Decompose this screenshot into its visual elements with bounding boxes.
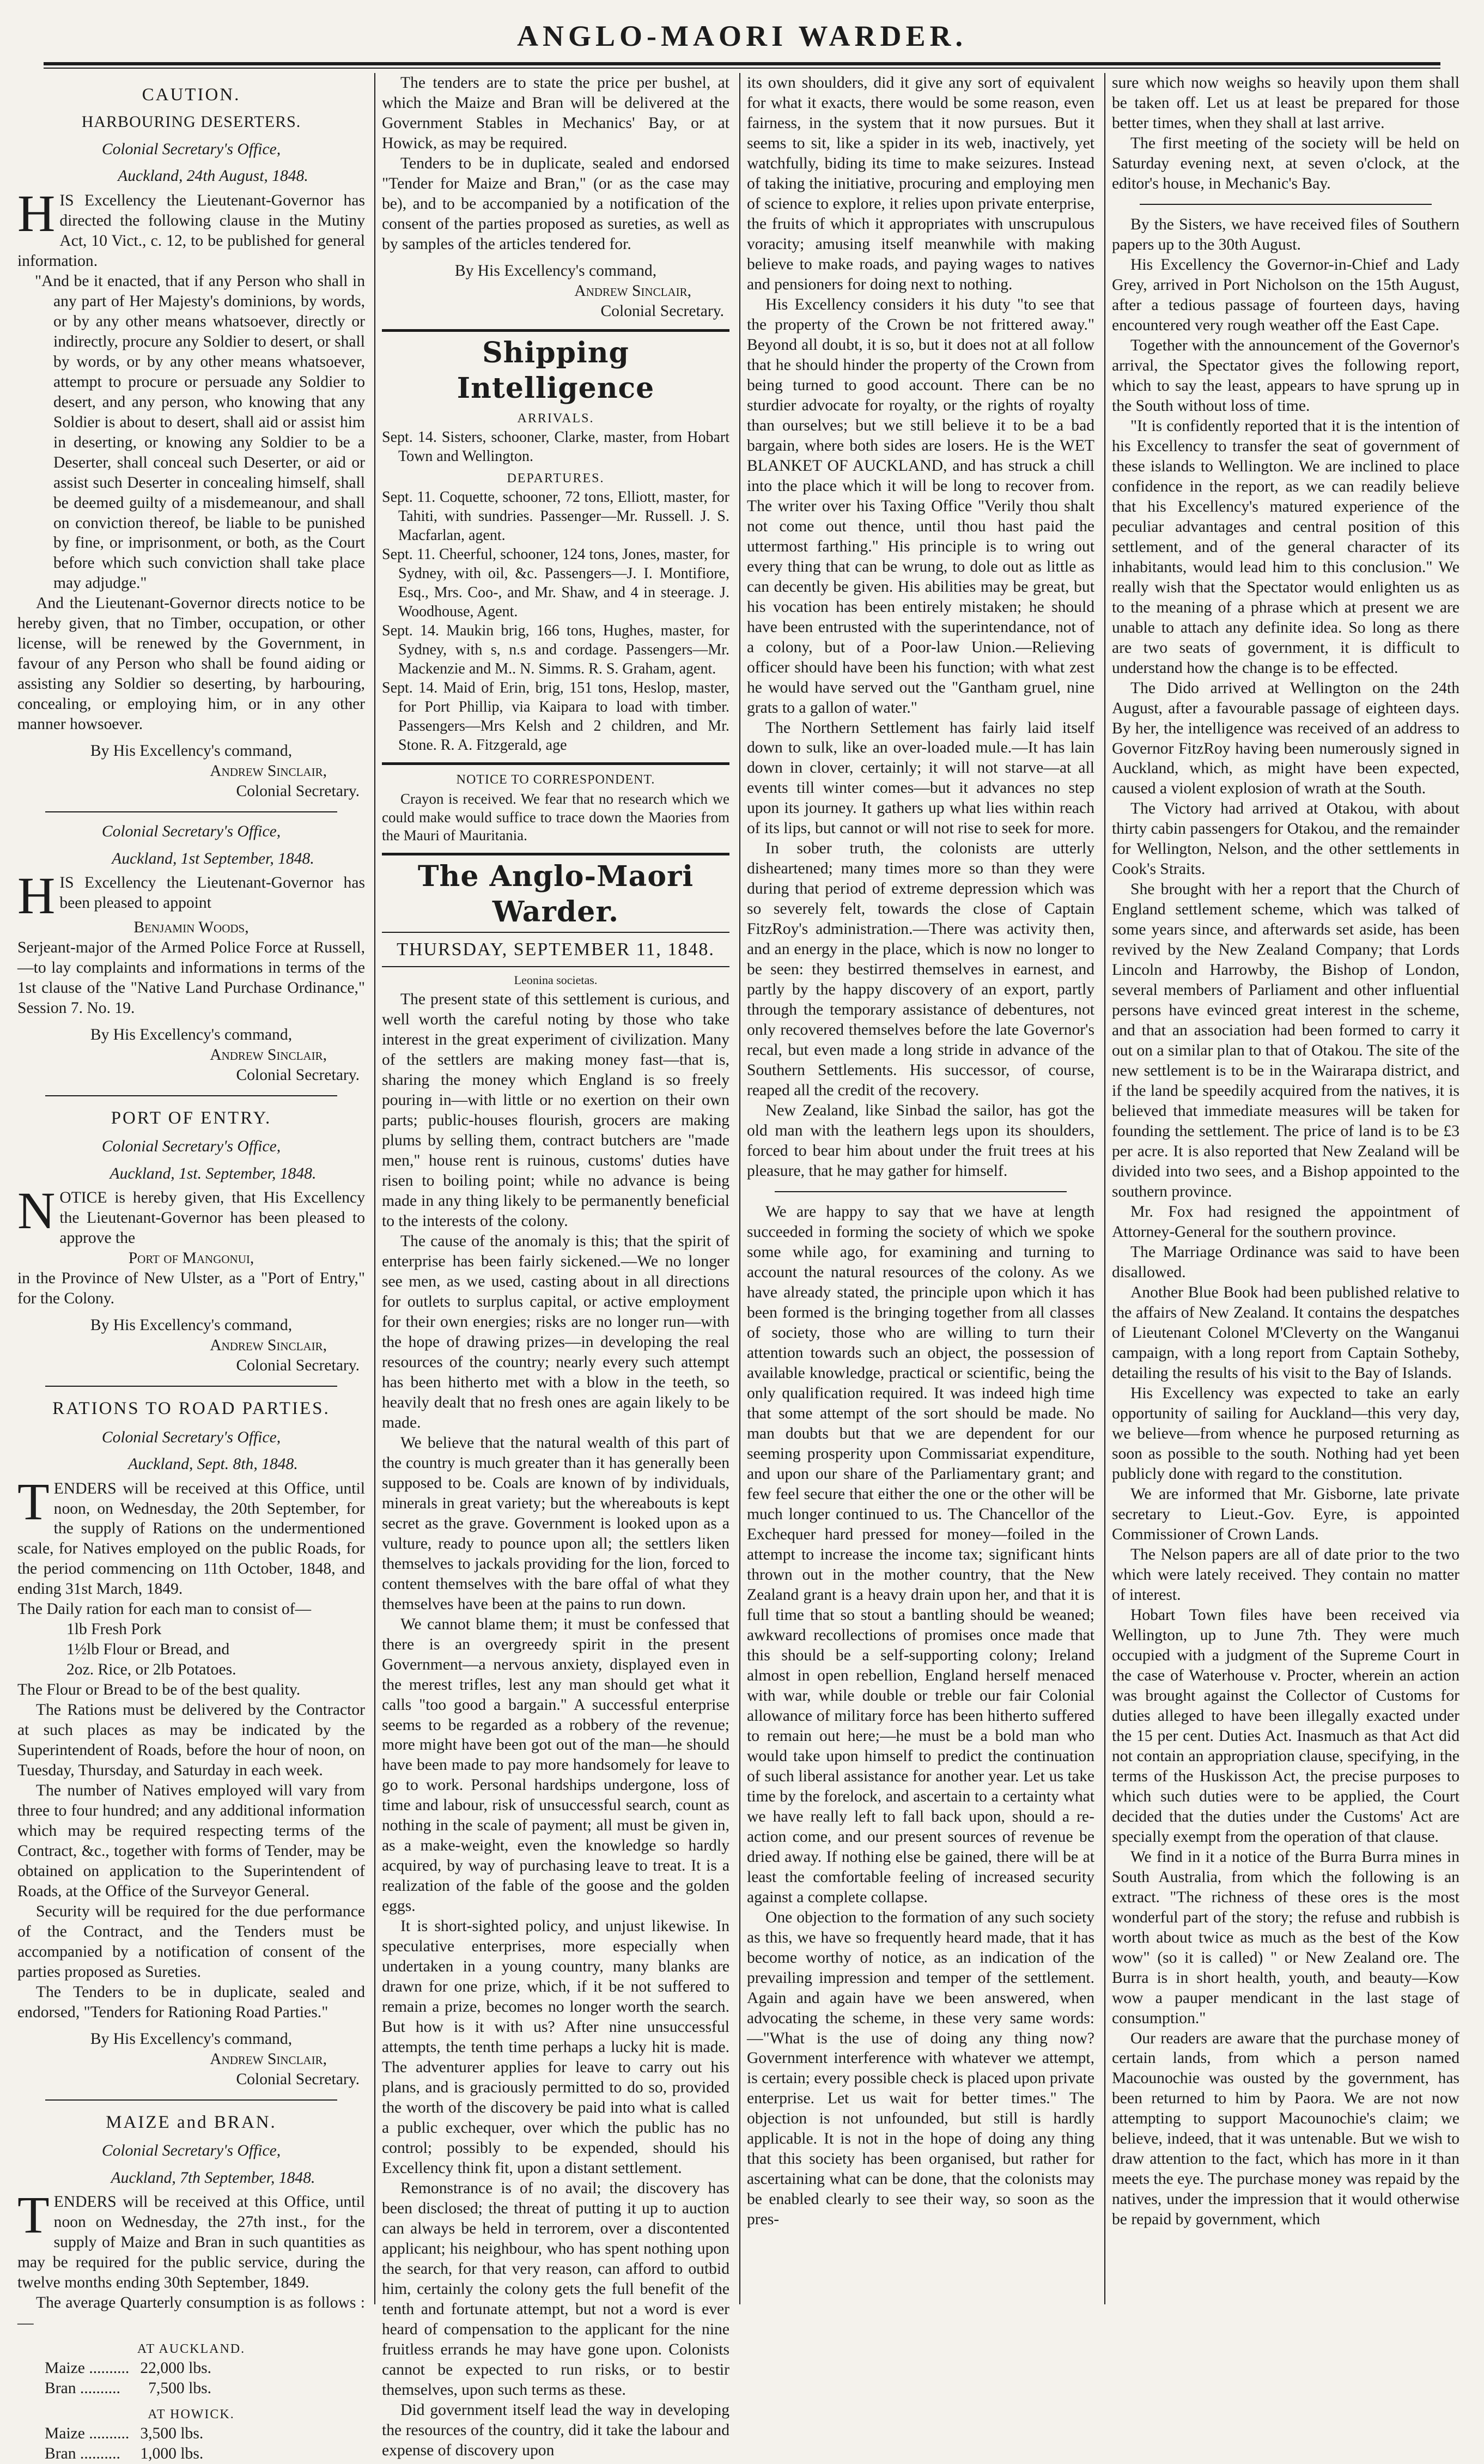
table-row: Maize .......... 3,500 lbs. <box>45 2425 204 2443</box>
office-date: Auckland, 7th September, 1848. <box>111 2169 315 2187</box>
article-paragraph: Our readers are aware that the purchase money of certain lands, from which a person named Macounochie was ousted by the government, has been returned to him by Paora. We are not now attempting to support Macounochie's claim; we believe, indeed, that it was untenable. But we wish to draw attention to the fact, which has more in it than meets the eye. The purchase money was repaid by the natives, under the impression that it would otherwise be repaid by government, which <box>1112 2029 1459 2229</box>
column-3 <box>747 73 1094 2304</box>
office-date: Auckland, 1st. September, 1848. <box>110 1164 317 1182</box>
column-divider <box>374 73 375 2304</box>
caution-notice <box>17 84 365 802</box>
rations-heading: RATIONS TO ROAD PARTIES. <box>52 1399 330 1419</box>
port-name: Port of Mangonui, <box>128 1249 254 1267</box>
maize-paragraph-3: The tenders are to state the price per bushel, at which the Maize and Bran will be delivered at the Government Stables in Mechanics' Bay, or at Howick, as may be required. <box>382 74 729 152</box>
article-paragraph: "It is confidently reported that it is the intention of his Excellency to transfer the seat of government of these islands to Wellington. We are inclined to place confidence in the report, as we can readily believe that his Excellency's matured experience of the peculiar advantages and central position of this settlement, and of the general character of its inhabitants, would lead him to this conclusion." We really wish that the Spectator would enlighten us as to the meaning of a phrase which at present we are unable to attach any definite idea. So long as there are two seats of government, it is difficult to understand how the change is to be effected. <box>1112 417 1459 677</box>
section-divider <box>775 1191 1067 1192</box>
article-paragraph: The Nelson papers are all of date prior to the two which were lately received. They contain no matter of interest. <box>1112 1545 1459 1604</box>
list-item: Sept. 14. Maukin brig, 166 tons, Hughes, master, for Sydney, with s, n.s and cordage. Passengers—Mr. Mackenzie and M.. N. Simms. R. S. Graham, agent. <box>382 622 729 677</box>
woods-notice <box>17 822 365 1085</box>
editorial-paragraph: Did government itself lead the way in developing the resources of the country, did it take the labour and expense of discovery upon <box>382 2401 729 2459</box>
notice-heading: NOTICE TO CORRESPONDENT. <box>456 772 655 787</box>
port-paragraph-2: in the Province of New Ulster, as a "Port of Entry," for the Colony. <box>17 1270 365 1308</box>
section-divider <box>45 1095 337 1096</box>
article-paragraph: Hobart Town files have been received via Wellington, up to June 7th. They were much occupied with a judgment of the Supreme Court in the case of Waterhouse v. Procter, wherein an action was brought against the Collector of Customs for duties alleged to have been illegally exacted under the 15 per cent. Duties Act. Inasmuch as that Act did not contain an appropriation clause, specifying, in the terms of the Huskisson Act, the precise purposes to which such duties were to be applied, the Court decided that the duties under the Customs' Act are specially exempt from the operation of that clause. <box>1112 1606 1459 1846</box>
notice-text: Crayon is received. We fear that no research which we could make would suffice to trace down the Maories from the Mauri of Mauritania. <box>382 790 729 844</box>
maize-paragraph-2: The average Quarterly consumption is as follows :— <box>17 2294 365 2332</box>
dropcap: T <box>17 1472 50 1531</box>
table-row: Bran .......... 7,500 lbs. <box>45 2380 212 2398</box>
editorial-paragraph: We cannot blame them; it must be confessed that there is an overgreedy spirit in the present Government—a nervous anxiety, displayed even in the merest trifles, lest any man should get what it calls "too good a bargain." A successful enterprise seems to be regarded as a robbery of the revenue; more might have been got out of the man—he should have been made to pay more handsomely for leave to go to work. Personal hardships undergone, loss of time and labour, risk of unsuccessful search, count as nothing in the scale of payment; all must be given in, as a make-weight, even the knowledge so hardly acquired, by way of purchasing leave to treat. It is a realization of the fable of the goose and the golden eggs. <box>382 1615 729 1915</box>
port-paragraph-1: NOTICE is hereby given, that His Excellency the Lieutenant-Governor has been pleased to approve the <box>17 1181 365 1247</box>
section-rule <box>382 853 729 855</box>
dropcap: T <box>17 2186 50 2244</box>
article-paragraph: His Excellency considers it his duty "to see that the property of the Crown be not frittered away." Beyond all doubt, it is so, but it does not at all follow that he should hinder the property of the Crown from being turned to good account. There can be no sturdier advocate for royalty, or the rights of royalty than ourselves; but we still believe it to be a bad bargain, where both sides are losers. He is the WET BLANKET OF AUCKLAND, and has struck a chill into the place which it will be long to recover from. The writer over his Taxing Office "Verily thou shalt not come out thence, until thou hast paid the uttermost farthing." His principle is to wring out every thing that can be wrung, to dole out as little as can decently be given. His abilities may be great, but his vocation has been entirely mistaken; he should have been entrusted with the superintendance, not of a colony, but of a Poor-law Union.—Relieving officer should have been his function; with what zest he would have served out the "Gantham gruel, nine grats to a gallon of water." <box>747 295 1094 717</box>
article-paragraph: The first meeting of the society will be held on Saturday evening next, at seven o'clock, at the editor's house, in Mechanic's Bay. <box>1112 134 1459 192</box>
article-paragraph: We are happy to say that we have at length succeeded in forming the society of which we spoke some while ago, for examining and turning to account the natural resources of the colony. As we have already stated, the principle upon which it has been formed is the bringing together from all classes of society, those who are willing to turn their attention towards such an object, the possession of available knowledge, practical or scientific, being the only qualification required. It was indeed high time that some attempt of the sort should be made. No man doubts but that we are dependent for our seeming prosperity upon Commissariat expenditure, and upon our share of the Parliamentary grant; and few feel secure that either the one or the other will be much longer continued to us. The Chancellor of the Exchequer hard pressed for money—foiled in the attempt to increase the income tax; significant hints thrown out in the mother country, that the New Zealand grant is a heavy drain upon her, and that it is full time that so stout a bantling should be weaned; awkward recollections of promises once made that this should be a self-supporting colony; Ireland almost in open rebellion, England herself menaced with war, while double or treble our fair Colonial allowance of military force has been hitherto suffered to remain out here;—he must be a bold man who would take upon himself to predict the continuation of such liberal assistance for another year. Let us take time by the forelock, and ascertain to a certainty what we have really left to fall back upon, should a re-action come, and our present sources of revenue be dried away. If nothing else be gained, there will be at least the comfortable feeling of increased security against a complete collapse. <box>747 1203 1094 1906</box>
article-paragraph: The Northern Settlement has fairly laid itself down to sulk, like an over-loaded mule.—It has lain down in clover, certainly; it will not starve—at all events till winter comes—but it advances no step upon its journey. It gathers up what lies within reach of its lips, but cannot or will not rise to seek for more. <box>747 719 1094 837</box>
dropcap: H <box>17 184 56 242</box>
caution-heading: CAUTION. <box>142 85 241 105</box>
office-line: Colonial Secretary's Office, <box>101 1428 281 1446</box>
shipping-intelligence <box>382 335 729 755</box>
shipping-heading: Shipping Intelligence <box>457 336 655 405</box>
office-line: Colonial Secretary's Office, <box>101 1138 281 1156</box>
rations-paragraph-5: The number of Natives employed will vary from three to four hundred; and any additional information which may be required respecting terms of the Contract, &c., together with forms of Tender, may be obtained on application to the Superintendent of Roads, at the Office of the Surveyor General. <box>17 1782 365 1901</box>
location-label: AT HOWICK. <box>148 2407 235 2422</box>
section-divider <box>1140 204 1432 205</box>
article-paragraph: its own shoulders, did it give any sort of equivalent for what it exacts, there would be some reason, even fairness, in the system that it now pursues. But it seems to sit, like a spider in its web, inactively, yet watchfully, biding its time to make seizures. Instead of taking the initiative, procuring and employing men of science to explore, it relies upon private enterprise, the fruits of which it appropriates with unscrupulous voracity; amusing itself meanwhile with making believe to make roads, and paying wages to natives and pensioners for doing next to nothing. <box>747 74 1094 293</box>
section-divider <box>45 811 337 812</box>
column-4 <box>1112 73 1459 2304</box>
masthead: ANGLO-MAORI WARDER. <box>516 20 968 52</box>
quantity-table-howick <box>39 2424 209 2464</box>
signature-block: By His Excellency's command, Andrew Sinclair, Colonial Secretary. <box>90 2030 360 2089</box>
ration-list <box>17 1619 365 1680</box>
section-rule <box>382 932 729 933</box>
column-divider <box>1104 73 1105 2304</box>
list-item: 1lb Fresh Pork <box>66 1621 162 1638</box>
editorial-date: THURSDAY, SEPTEMBER 11, 1848. <box>397 939 715 960</box>
office-line: Colonial Secretary's Office, <box>101 823 281 841</box>
column-2 <box>382 73 729 2459</box>
rations-paragraph-4: The Rations must be delivered by the Contractor at such places as may be indicated by the Superintendent of Roads, before the hour of noon, on Tuesday, Thursday, and Saturday in each week. <box>17 1701 365 1780</box>
masthead-rule-thin <box>44 68 1440 69</box>
article-paragraph: We are informed that Mr. Gisborne, late private secretary to Lieut.-Gov. Eyre, is appointed Commissioner of Crown Lands. <box>1112 1485 1459 1543</box>
office-line: Colonial Secretary's Office, <box>101 140 281 158</box>
rations-paragraph-1: TENDERS will be received at this Office, until noon, on Wednesday, the 20th September, for the supply of Rations on the undermentioned scale, for Natives employed on the public Roads, for the period commencing on 11th October, 1848, and ending 31st March, 1849. <box>17 1472 365 1598</box>
quantity-table-auckland <box>39 2358 217 2399</box>
article-paragraph: His Excellency was expected to take an early opportunity of sailing for Auckland—this very day, we believe—from whence he purposed returning as soon as possible to the south. Nothing had yet been publicly done with regard to the constitution. <box>1112 1385 1459 1483</box>
editorial-title: The Anglo-Maori Warder. <box>417 860 694 929</box>
caution-paragraph-3: And the Lieutenant-Governor directs notice to be hereby given, that no Timber, occupation, or other license, will be renewed by the Government, in favour of any Person who shall be found aiding or assisting any Soldier so deserting, by harbouring, concealing, or employing him, or in any other manner howsoever. <box>17 594 365 733</box>
signature-block: By His Excellency's command, Andrew Sinclair, Colonial Secretary. <box>90 1316 360 1375</box>
signature-block: By His Excellency's command, Andrew Sinclair, Colonial Secretary. <box>90 742 360 800</box>
list-item: 2oz. Rice, or 2lb Potatoes. <box>66 1661 236 1679</box>
caution-paragraph-2: "And be it enacted, that if any Person who shall in any part of Her Majesty's dominions, by words, or by any other means whatsoever, directly or indirectly, procure any Soldier to desert, or shall by words, or by any other means whatsoever, attempt to procure or persuade any Soldier to desert, and any person, who knowing that any Soldier is about to desert, shall aid or assist him in deserting, or knowing any Soldier to be a Deserter, shall conceal such Deserter, or aid or assist such Deserter in concealing himself, shall be deemed guilty of a misdemeanour, and shall on conviction thereof, be liable to be punished by fine, or imprisonment, or both, as the Court before which such conviction shall take place may adjudge." <box>35 272 365 592</box>
article-paragraph: She brought with her a report that the Church of England settlement scheme, which was talked of some years since, and afterwards set aside, has been revived by the New Zealand Company; that Lords Lincoln and Harrowby, the Bishop of London, several members of Parliament and other influential persons have evinced great interest in the scheme, and that an association had been formed to carry it out on a similar plan to that of Otakou. The site of the new settlement is to be in the Wairarapa district, and if the land be speedily acquired from the natives, it is believed that immediate measures will be taken for founding the settlement. The price of land is to be £3 per acre. It is also reported that New Zealand will be divided into two sees, and a Bishop appointed to the southern province. <box>1112 881 1459 1201</box>
dropcap: N <box>17 1181 56 1240</box>
article-paragraph: One objection to the formation of any such society as this, we have so frequently heard made, that it has become worthy of notice, as an indication of the prevailing impression and temper of the settlement. Again and again have we been answered, when advocating the scheme, in these very same words:—"What is the use of doing any thing now? Government interference with whatever we attempt, is certain; every possible check is placed upon private enterprise. Let us wait for better times." The objection is not unfounded, but still is hardly applicable. It is not in the hope of doing any thing that this society has been organised, but rather for ascertaining what can be done, that the colonists may be enabled clearly to see their way, so soon as the pres- <box>747 1908 1094 2229</box>
section-rule <box>382 762 729 765</box>
port-heading: PORT OF ENTRY. <box>111 1108 272 1128</box>
editorial-paragraph: We believe that the natural wealth of this part of the country is much greater than it has generally been supposed to be. Coals are known of by individuals, minerals in great variety; but the whereabouts is kept secret as the grave. Government is looked upon as a vulture, ready to pounce upon all; the settlers liken themselves to jackals providing for the lion, forced to content themselves with the bare offal of what they themselves have been at the pains to run down. <box>382 1434 729 1613</box>
article-paragraph: Together with the announcement of the Governor's arrival, the Spectator gives the following report, which to say the least, appears to have sprung up in the South without loss of time. <box>1112 336 1459 415</box>
rations-paragraph-3: The Flour or Bread to be of the best quality. <box>17 1681 301 1699</box>
woods-paragraph-2: Serjeant-major of the Armed Police Force at Russell,—to lay complaints and informations in terms of the 1st clause of the "Native Land Purchase Ordinance," Session 7. No. 19. <box>17 939 365 1017</box>
rations-paragraph-7: The Tenders to be in duplicate, sealed and endorsed, "Tenders for Rationing Road Parties." <box>17 1983 365 2022</box>
article-paragraph: In sober truth, the colonists are utterly disheartened; many times more so than they were during that period of extreme depression which was so severely felt, towards the close of Captain FitzRoy's administration.—There was activity then, and an energy in the place, which is now no longer to be seen: they bestirred themselves in earnest, and partly by the happy discovery of an export, partly through the temporary assistance of debentures, not only recovered themselves before the late Governor's recal, but even made a long stride in advance of the Southern Settlements. His successor, of course, reaped all the credit of the recovery. <box>747 840 1094 1100</box>
article-paragraph: His Excellency the Governor-in-Chief and Lady Grey, arrived in Port Nicholson on the 15th August, after a tedious passage of fourteen days, having encountered very rough weather off the East Cape. <box>1112 256 1459 334</box>
list-item: 1½lb Flour or Bread, and <box>66 1641 230 1659</box>
maize-paragraph-4: Tenders to be in duplicate, sealed and endorsed "Tender for Maize and Bran," (or as the case may be), and to be accompanied by a notification of the consent of the parties proposed as sureties, as well as by samples of the articles tendered for. <box>382 154 729 253</box>
article-paragraph: The Marriage Ordinance was said to have been disallowed. <box>1112 1243 1459 1282</box>
article-paragraph: We find in it a notice of the Burra Burra mines in South Australia, from which the following is an extract. "The richness of these ores is the most wonderful part of the story; the refuse and rubbish is worth about twice as much as the best of the Kow wow" (so it is called) " or New Zealand ore. The Burra is in short health, youth, and beauty—Kow wow a pauper mendicant in the last stage of consumption." <box>1112 1848 1459 2027</box>
masthead-rule <box>44 62 1440 65</box>
editorial-paragraph: Remonstrance is of no avail; the discovery has been disclosed; the threat of putting it up to auction can always be held in terrorem, over a discontented applicant; his neighbour, who has spent nothing upon the search, for that very reason, can afford to outbid him, certainly the colony gets the full benefit of the tenth and fortunate attempt, but not a word is ever heard of compensation to the applicant for the nine fruitless errands he may have gone upon. Colonists cannot be expected to run risks, or to bestir themselves, upon such terms as these. <box>382 2180 729 2399</box>
section-rule <box>382 966 729 967</box>
location-label: AT AUCKLAND. <box>137 2342 246 2357</box>
rations-paragraph-6: Security will be required for the due performance of the Contract, and the Tenders must be accompanied by a notification of consent of the parties proposed as Sureties. <box>17 1903 365 1981</box>
rations-paragraph-2: The Daily ration for each man to consist of— <box>17 1600 312 1618</box>
port-notice <box>17 1107 365 1376</box>
section-rule <box>382 329 729 332</box>
article-paragraph: The Dido arrived at Wellington on the 24th August, after a favourable passage of eighteen days. By her, the intelligence was received of an address to Governor FitzRoy having been numerously signed in Auckland, which, as might have been expected, caused a violent explosion of wrath at the South. <box>1112 679 1459 798</box>
list-item: Sept. 14. Sisters, schooner, Clarke, master, from Hobart Town and Wellington. <box>382 428 729 465</box>
table-row: Bran .......... 1,000 lbs. <box>45 2445 204 2463</box>
office-date: Auckland, Sept. 8th, 1848. <box>128 1455 298 1473</box>
office-date: Auckland, 1st September, 1848. <box>112 849 314 867</box>
office-date: Auckland, 24th August, 1848. <box>118 167 308 185</box>
section-divider <box>45 2099 337 2101</box>
editorial-paragraph: It is short-sighted policy, and unjust likewise. In speculative enterprises, more especially when undertaken in a young country, many blanks are drawn for one prize, which, if it be not suffered to remain a prize, becomes no longer worth the search. But how is it with us? After nine unsuccessful attempts, the tenth time perhaps a lucky hit is made. The adventurer applies for leave to carry out his plans, and is graciously permitted to do so, provided the worth of the discovery be paid into what is called a public exchequer, over which the public has no control; possibly to be expended, should his Excellency think fit, upon a distant settlement. <box>382 1917 729 2177</box>
article-paragraph: Mr. Fox had resigned the appointment of Attorney-General for the southern province. <box>1112 1203 1459 1241</box>
editorial-paragraph: The present state of this settlement is curious, and well worth the careful noting by those who take interest in the great experiment of civilization. Many of the settlers are making money fast—that is, sharing the money which England is so freely pouring in—with little or no exertion on their own parts; public-houses flourish, grocers are making plums by selling them, contract butchers are "made men," house rent is ruinous, customs' duties have risen to boiling point; while no advance is being made in any thing likely to be permanently beneficial to the interests of the colony. <box>382 991 729 1230</box>
signature-block: By His Excellency's command, Andrew Sinclair, Colonial Secretary. <box>90 1026 360 1084</box>
woods-paragraph-1: HIS Excellency the Lieutenant-Governor has been pleased to appoint <box>17 866 365 925</box>
section-divider <box>45 1386 337 1387</box>
list-item: Sept. 11. Coquette, schooner, 72 tons, Elliott, master, for Tahiti, with sundries. Passenger—Mr. Russell. J. S. Macfarlan, agent. <box>382 488 729 544</box>
list-item: Sept. 11. Cheerful, schooner, 124 tons, Jones, master, for Sydney, with oil, &c. Passengers—J. I. Montifiore, Esq., Mrs. Coo-, and Mr. Shaw, and 4 in steerage. J. Woodhouse, Agent. <box>382 545 729 620</box>
editorial-paragraph: The cause of the anomaly is this; that the spirit of enterprise has been fairly sickened.—We no longer see men, as we used, casting about in all directions for outlets to surplus capital, or active employment for their own energies; risks are no longer run—with the hope of drawing prizes—in developing the real resources of the country; nearly every such attempt has been hitherto met with a blow in the teeth, so heavily dealt that no fresh ones are again likely to be made. <box>382 1232 729 1431</box>
list-item: Sept. 14. Maid of Erin, brig, 151 tons, Heslop, master, for Port Phillip, via Kaipara to load with timber. Passengers—Mrs Kelsh and 2 children, and Mr. Stone. R. A. Fitzgerald, age <box>382 679 729 754</box>
signature-block: By His Excellency's command, Andrew Sinclair, Colonial Secretary. <box>454 262 724 320</box>
column-divider <box>739 73 740 2304</box>
maize-paragraph-1: TENDERS will be received at this Office, until noon on Wednesday, the 27th inst., for the supply of Maize and Bran in such quantities as may be required for the public service, during the twelve months ending 30th September, 1849. <box>17 2186 365 2292</box>
maize-heading: MAIZE and BRAN. <box>106 2113 277 2133</box>
editorial <box>382 859 729 2461</box>
column-1 <box>17 73 365 2463</box>
office-line: Colonial Secretary's Office, <box>101 2142 281 2160</box>
table-row: Maize .......... 22,000 lbs. <box>45 2359 212 2377</box>
article-paragraph: The Victory had arrived at Otakou, with about thirty cabin passengers for Otakou, and the remainder for Wellington, Nelson, and the other settlements in Cook's Straits. <box>1112 800 1459 878</box>
maize-notice <box>17 2111 365 2464</box>
departures-heading: DEPARTURES. <box>507 471 605 485</box>
rations-notice <box>17 1398 365 2090</box>
caution-paragraph-1: HIS Excellency the Lieutenant-Governor has directed the following clause in the Mutiny Act, 10 Vict., c. 12, to be published for general information. <box>17 184 365 270</box>
article-paragraph: By the Sisters, we have received files of Southern papers up to the 30th August. <box>1112 215 1459 253</box>
dropcap: H <box>17 866 56 925</box>
article-paragraph: Another Blue Book had been published relative to the affairs of New Zealand. It contains the despatches of Lieutenant Colonel M'Cleverty on the Wanganui campaign, with a long report from Captain Sotheby, detailing the results of his visit to the Bay of Islands. <box>1112 1284 1459 1382</box>
arrivals-heading: ARRIVALS. <box>517 411 594 426</box>
editorial-motto: Leonina societas. <box>514 973 598 987</box>
article-paragraph: New Zealand, like Sinbad the sailor, has got the old man with the leathern legs upon its shoulders, forced to bear him about under the fruit trees at his pleasure, that he may gather for himself. <box>747 1102 1094 1180</box>
caution-subheading: HARBOURING DESERTERS. <box>81 113 301 131</box>
appointee-name: Benjamin Woods, <box>133 919 249 937</box>
article-paragraph: sure which now weighs so heavily upon them shall be taken off. Let us at least be prepared for those better times, when they shall at last arrive. <box>1112 74 1459 132</box>
